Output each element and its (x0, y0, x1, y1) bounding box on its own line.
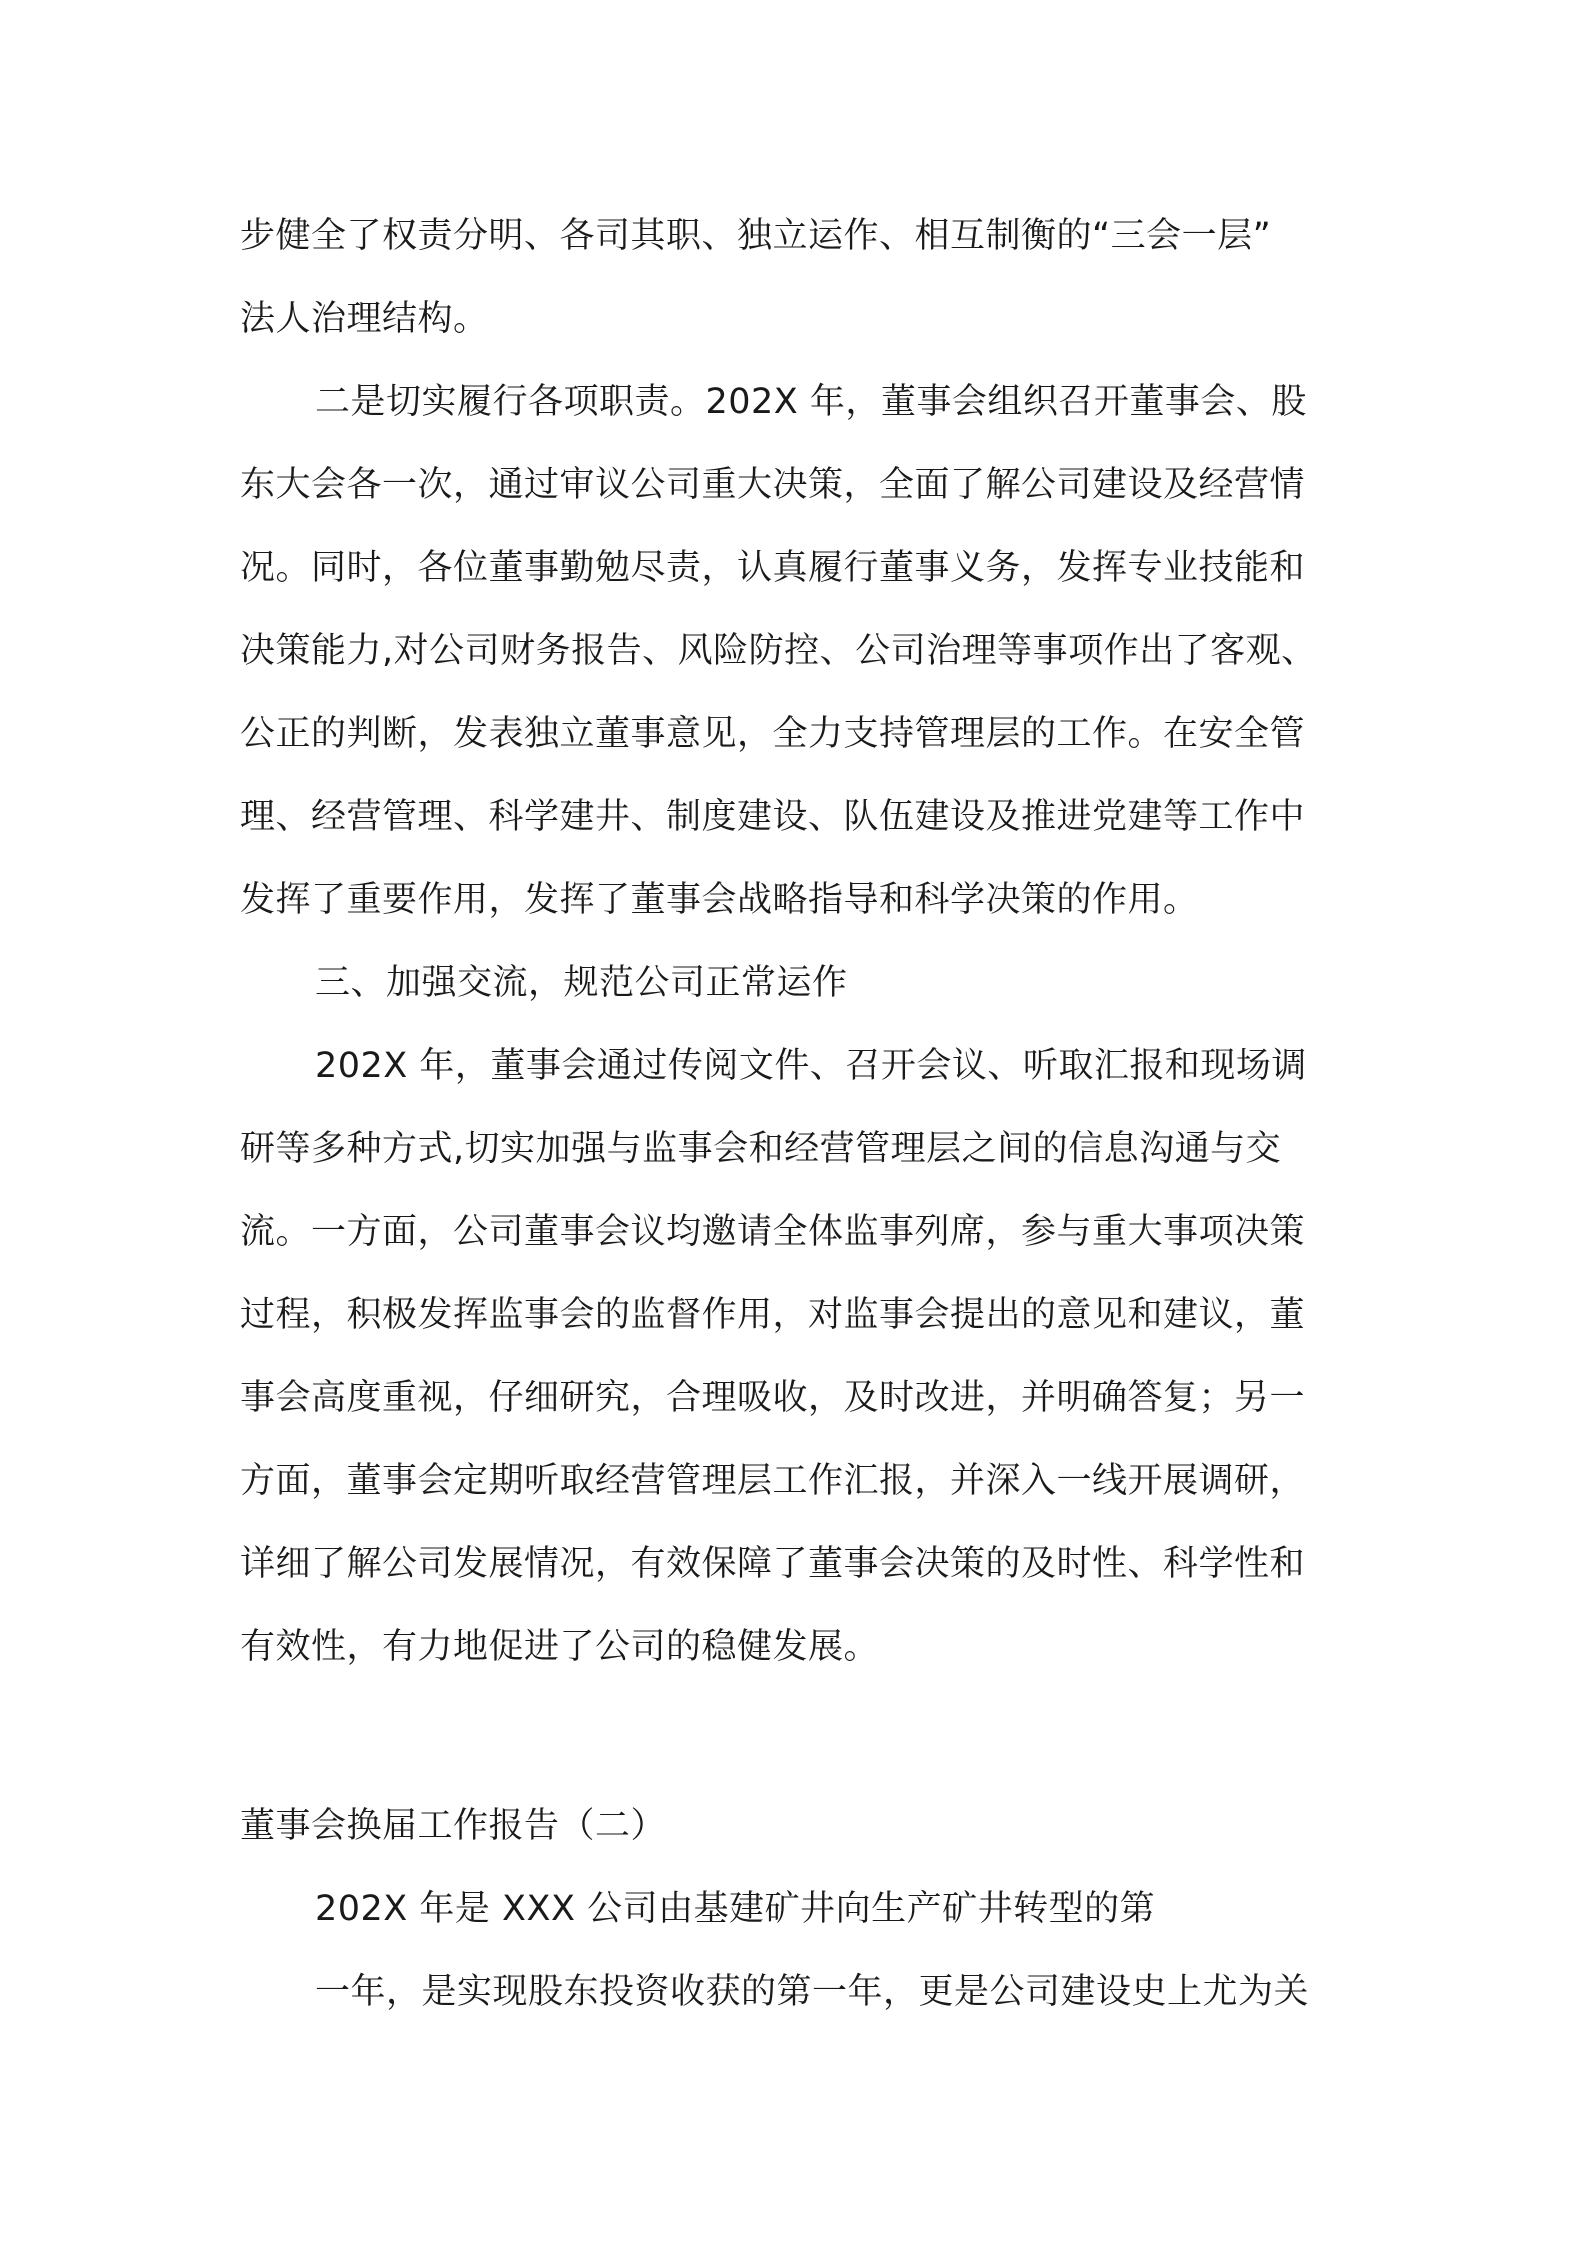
text-line: 理、经营管理、科学建井、制度建设、队伍建设及推进党建等工作中 (240, 797, 1306, 837)
text-line: 决策能力,对公司财务报告、风险防控、公司治理等事项作出了客观、 (240, 631, 1317, 671)
text-line: 详细了解公司发展情况，有效保障了董事会决策的及时性、科学性和 (240, 1544, 1306, 1584)
section-heading: 三、加强交流，规范公司正常运作 (315, 963, 848, 1003)
document-page (240, 195, 1350, 2034)
text-line: 有效性，有力地促进了公司的稳健发展。 (240, 1627, 880, 1667)
text-line: 公正的判断，发表独立董事意见，全力支持管理层的工作。在安全管 (240, 714, 1306, 754)
paragraph-start: 202X 年是 XXX 公司由基建矿井向生产矿井转型的第 (315, 1889, 1156, 1929)
text-line: 方面，董事会定期听取经营管理层工作汇报，并深入一线开展调研， (240, 1461, 1306, 1501)
text-line: 发挥了重要作用，发挥了董事会战略指导和科学决策的作用。 (240, 880, 1199, 920)
text-line: 东大会各一次，通过审议公司重大决策，全面了解公司建设及经营情 (240, 465, 1306, 505)
paragraph-start: 二是切实履行各项职责。202X 年，董事会组织召开董事会、股 (315, 382, 1307, 422)
text-line: 研等多种方式,切实加强与监事会和经营管理层之间的信息沟通与交 (240, 1129, 1282, 1169)
text-line: 法人治理结构。 (240, 299, 489, 339)
text-line: 过程，积极发挥监事会的监督作用，对监事会提出的意见和建议，董 (240, 1295, 1306, 1335)
paragraph-start: 一年，是实现股东投资收获的第一年，更是公司建设史上尤为关 (315, 1972, 1310, 2012)
text-line: 况。同时，各位董事勤勉尽责，认真履行董事义务，发挥专业技能和 (240, 548, 1306, 588)
section-spacer (240, 1689, 1350, 1785)
paragraph-start: 202X 年，董事会通过传阅文件、召开会议、听取汇报和现场调 (315, 1046, 1307, 1086)
text-line: 流。一方面，公司董事会议均邀请全体监事列席，参与重大事项决策 (240, 1212, 1306, 1252)
text-line: 步健全了权责分明、各司其职、独立运作、相互制衡的“三会一层” (240, 216, 1272, 256)
report-title: 董事会换届工作报告（二） (240, 1806, 667, 1846)
text-line: 事会高度重视，仔细研究，合理吸收，及时改进，并明确答复；另一 (240, 1378, 1306, 1418)
